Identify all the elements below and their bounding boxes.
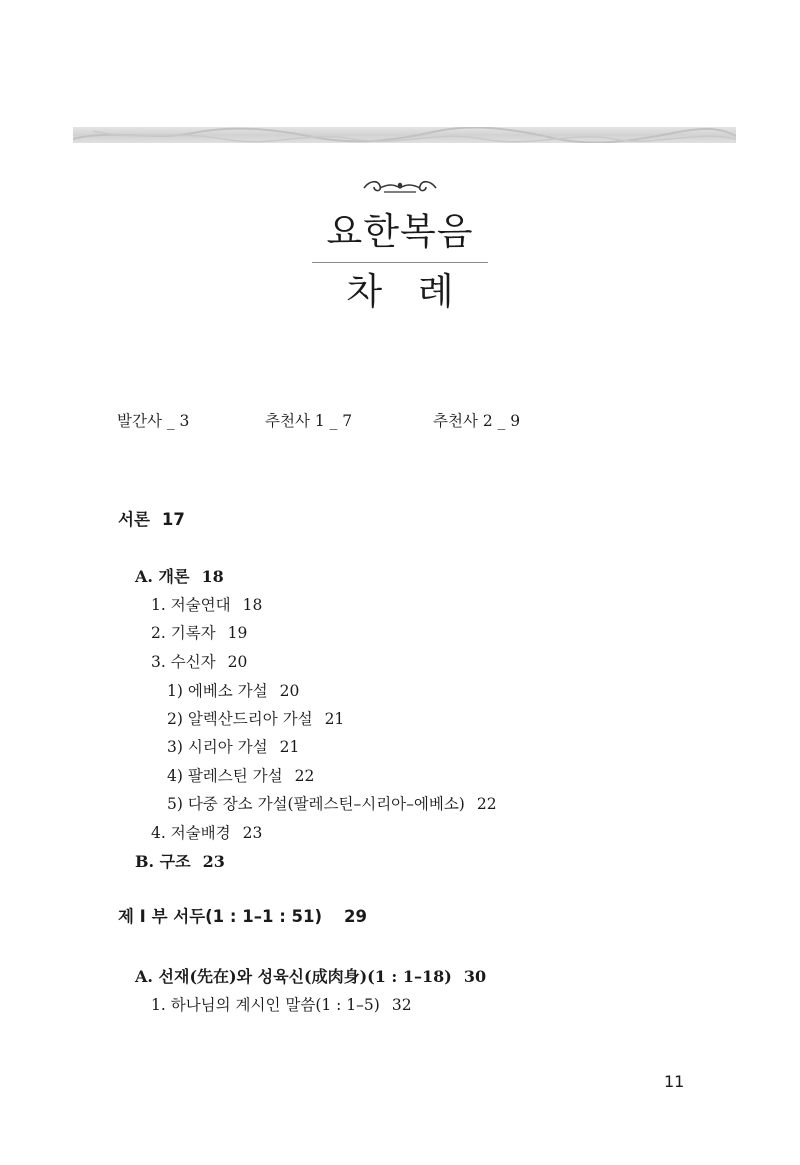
front-matter-recommendation-1: 추천사 1 _ 7 xyxy=(265,412,353,430)
toc-entry-text: 4. 저술배경 xyxy=(151,824,231,842)
toc-entry xyxy=(167,736,299,758)
toc-entry-text: 3) 시리아 가설 xyxy=(167,738,268,756)
toc-entry-text: 2) 알렉산드리아 가설 xyxy=(167,710,313,728)
toc-entry xyxy=(167,765,314,787)
toc-entry xyxy=(135,966,486,988)
page-number: 11 xyxy=(664,1072,685,1091)
toc-entry-text: 4) 팔레스틴 가설 xyxy=(167,767,283,785)
header-decorative-band xyxy=(73,127,736,143)
toc-entry xyxy=(118,906,367,928)
toc-entry-text: 1. 저술연대 xyxy=(151,596,231,614)
toc-entry-text: 3. 수신자 xyxy=(151,653,216,671)
toc-entry xyxy=(151,994,412,1016)
toc-entry-page: 29 xyxy=(344,907,368,926)
title-divider xyxy=(312,262,488,263)
toc-entry-text: 1) 에베소 가설 xyxy=(167,682,268,700)
toc-entry-text: 2. 기록자 xyxy=(151,624,216,642)
toc-entry xyxy=(151,822,262,844)
toc-entry-page: 23 xyxy=(202,852,225,871)
toc-entry-page: 17 xyxy=(161,510,185,529)
toc-entry xyxy=(151,651,247,673)
front-matter-recommendation-2: 추천사 2 _ 9 xyxy=(433,412,521,430)
toc-entry-page: 20 xyxy=(227,653,248,671)
toc-entry xyxy=(167,793,497,815)
toc-entry-text: 1. 하나님의 계시인 말씀(1 : 1–5) xyxy=(151,996,380,1014)
contents-heading: 차 례 xyxy=(346,270,466,313)
toc-entry-page: 19 xyxy=(227,624,248,642)
toc-entry-page: 30 xyxy=(463,967,487,986)
toc-entry-text: 5) 다중 장소 가설(팔레스틴–시리아–에베소) xyxy=(167,795,465,813)
toc-entry xyxy=(118,509,185,531)
title-ornament xyxy=(360,176,440,198)
toc-entry-page: 20 xyxy=(279,682,300,700)
toc-entry xyxy=(151,622,247,644)
toc-entry-text: A. 개론 xyxy=(135,567,190,586)
toc-entry-text: 서론 xyxy=(118,510,150,529)
toc-entry-text: A. 선재(先在)와 성육신(成肉身)(1 : 1–18) xyxy=(135,967,452,986)
toc-entry-page: 22 xyxy=(294,767,315,785)
toc-entry xyxy=(135,566,224,588)
toc-entry-page: 22 xyxy=(476,795,497,813)
toc-entry xyxy=(151,594,262,616)
toc-entry xyxy=(167,708,344,730)
toc-entry-page: 23 xyxy=(242,824,263,842)
book-title: 요한복음 xyxy=(326,210,474,253)
toc-entry-text: 제 I 부 서두(1 : 1–1 : 51) xyxy=(118,907,323,926)
toc-entry-text: B. 구조 xyxy=(135,852,191,871)
toc-entry-page: 18 xyxy=(201,567,224,586)
toc-entry xyxy=(167,680,299,702)
toc-entry xyxy=(135,851,225,873)
toc-entry-page: 18 xyxy=(242,596,263,614)
toc-entry-page: 21 xyxy=(279,738,300,756)
toc-entry-page: 21 xyxy=(324,710,345,728)
front-matter-publisher: 발간사 _ 3 xyxy=(117,412,190,430)
toc-entry-page: 32 xyxy=(391,996,412,1014)
